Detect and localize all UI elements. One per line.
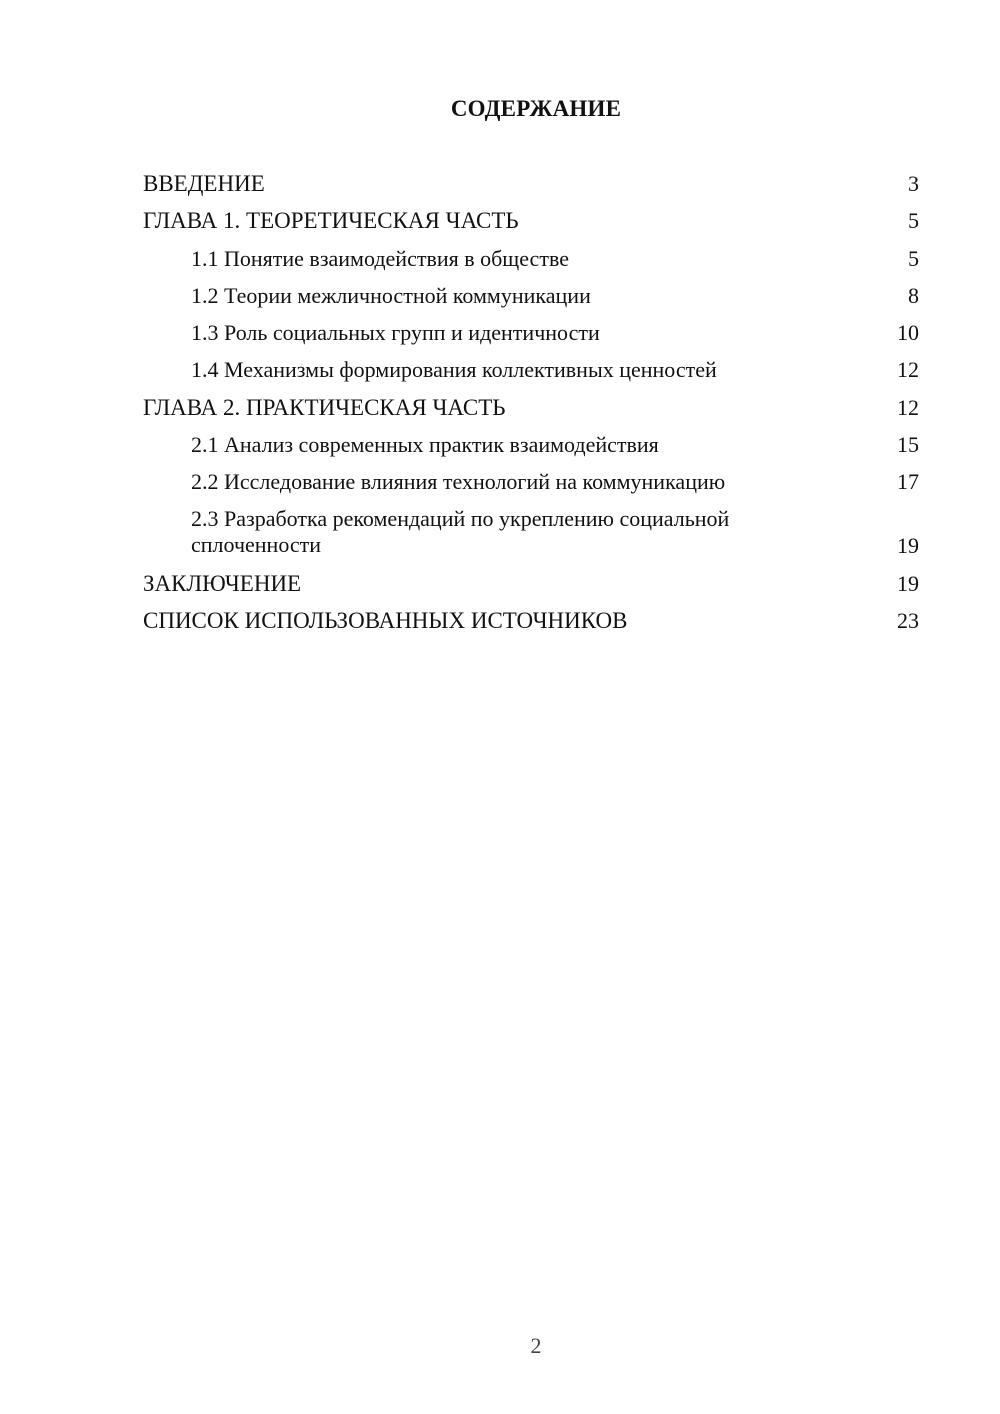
toc-entry-label: ГЛАВА 1. ТЕОРЕТИЧЕСКАЯ ЧАСТЬ	[143, 208, 519, 234]
toc-entry-page: 3	[908, 171, 919, 196]
toc-entry-section-1-2[interactable]	[143, 282, 919, 319]
toc-entry-references[interactable]	[143, 607, 919, 644]
toc-entry-label: ГЛАВА 2. ПРАКТИЧЕСКАЯ ЧАСТЬ	[143, 394, 506, 420]
toc-entry-page: 10	[897, 320, 919, 346]
toc-entry-page: 12	[897, 394, 919, 420]
toc-entry-label: ВВЕДЕНИЕ	[143, 171, 265, 196]
toc-entry-label: 1.4 Механизмы формирования коллективных ценностей	[191, 357, 717, 383]
toc-entry-page: 5	[908, 245, 919, 271]
toc-entry-section-2-1[interactable]	[143, 431, 919, 468]
toc-entry-page: 23	[897, 607, 919, 633]
toc-entry-label: 1.1 Понятие взаимодействия в обществе	[191, 245, 569, 271]
toc-entry-section-1-3[interactable]	[143, 319, 919, 356]
toc-entry-label: 1.3 Роль социальных групп и идентичности	[191, 320, 600, 346]
toc-entry-page: 15	[897, 432, 919, 458]
toc-entry-label: 2.3 Разработка рекомендаций по укреплению социальной сплоченности	[191, 505, 730, 557]
toc-entry-conclusion[interactable]	[143, 570, 919, 607]
toc-entry-section-2-3[interactable]	[143, 506, 919, 570]
toc-entry-section-1-1[interactable]	[143, 245, 919, 282]
toc-entry-page: 19	[897, 570, 919, 596]
toc-entry-page: 12	[897, 357, 919, 383]
toc-entry-label: 1.2 Теории межличностной коммуникации	[191, 282, 591, 308]
toc-entry-page: 17	[897, 469, 919, 495]
toc-entry-page: 5	[908, 208, 919, 234]
toc-entry-chapter-1[interactable]	[143, 207, 919, 244]
toc-entry-label: СПИСОК ИСПОЛЬЗОВАННЫХ ИСТОЧНИКОВ	[143, 607, 628, 633]
toc-entry-chapter-2[interactable]	[143, 394, 919, 431]
toc-entry-introduction[interactable]	[143, 170, 919, 207]
toc-title: СОДЕРЖАНИЕ	[450, 96, 622, 121]
table-of-contents	[143, 170, 919, 644]
toc-entry-page: 8	[908, 282, 919, 308]
toc-entry-label: 2.2 Исследование влияния технологий на коммуникацию	[191, 469, 726, 495]
toc-entry-section-1-4[interactable]	[143, 356, 919, 393]
toc-entry-label: 2.1 Анализ современных практик взаимодействия	[191, 432, 659, 458]
toc-entry-page: 19	[897, 532, 919, 558]
page-number: 2	[530, 1333, 542, 1358]
toc-entry-section-2-2[interactable]	[143, 468, 919, 505]
toc-entry-label: ЗАКЛЮЧЕНИЕ	[143, 570, 302, 596]
